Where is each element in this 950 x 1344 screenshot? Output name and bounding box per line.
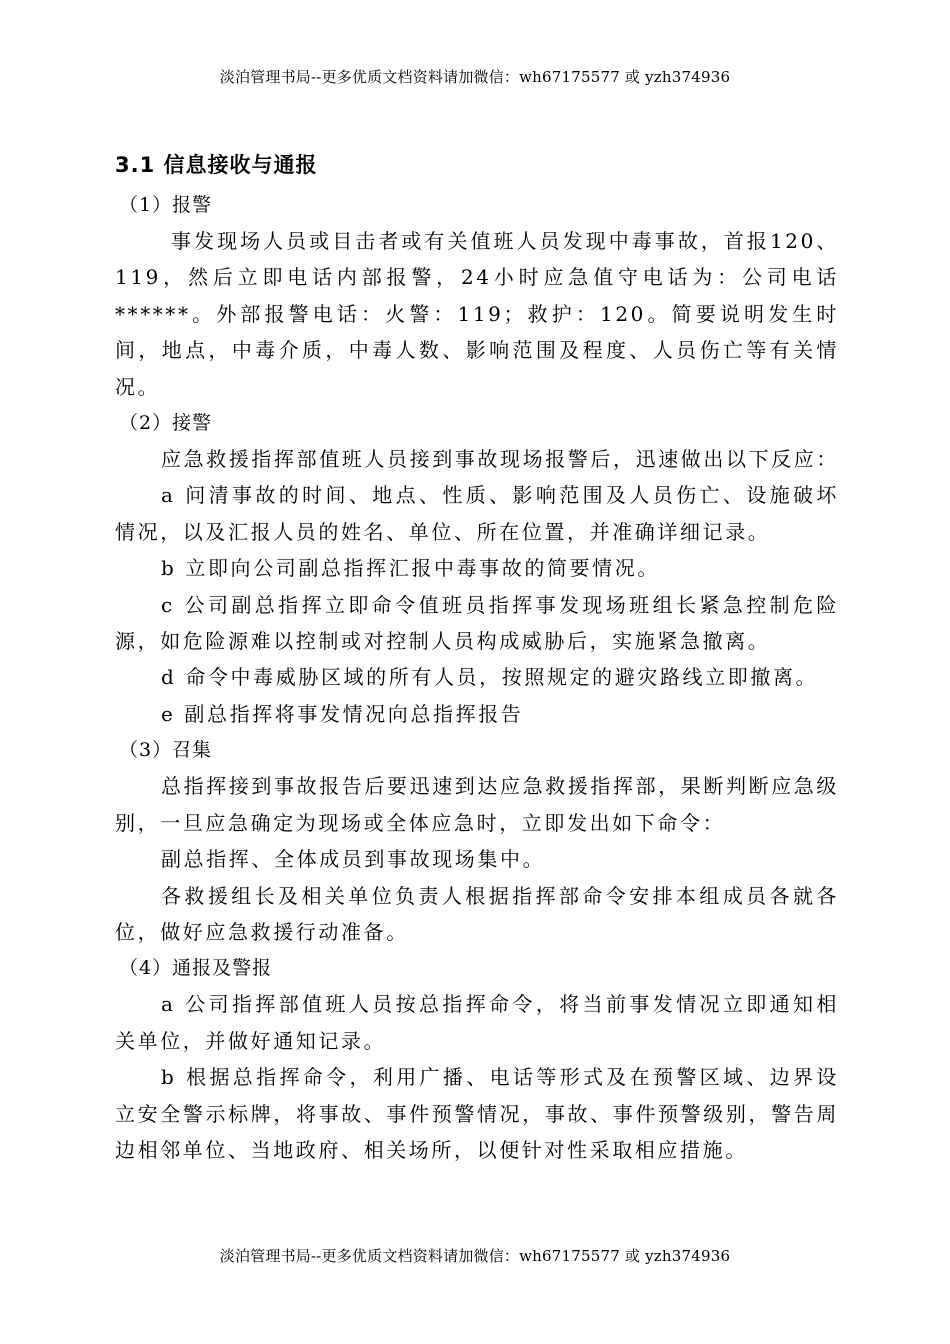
paragraph-report: 事发现场人员或目击者或有关值班人员发现中毒事故，首报120、119，然后立即电话内部报警，24小时应急值守电话为：公司电话******。外部报警电话：火警：119；救护：120。简要说明发生时间，地点，中毒介质，中毒人数、影响范围及程度、人员伤亡等有关情况。	[115, 229, 839, 399]
paragraph-receive-b: b 立即向公司副总指挥汇报中毒事故的简要情况。	[161, 556, 660, 581]
subheading-receive: （2）接警	[119, 412, 213, 435]
subheading-report: （1）报警	[119, 194, 213, 216]
page-header: 淡泊管理书局--更多优质文档资料请加微信：wh67175577 或 yzh374936	[219, 68, 731, 86]
paragraph-receive-d: d 命令中毒威胁区域的所有人员，按照规定的避灾路线立即撤离。	[161, 665, 819, 690]
subheading-notify: （4）通报及警报	[119, 957, 273, 980]
paragraph-convene-2: 副总指挥、全体成员到事故现场集中。	[161, 847, 546, 872]
paragraph-notify-b: b 根据总指挥命令，利用广播、电话等形式及在预警区域、边界设立安全警示标牌，将事故、事件预警情况，事故、事件预警级别，警告周边相邻单位、当地政府、相关场所，以便针对性采取相应措施。	[115, 1065, 839, 1162]
paragraph-notify-a: a 公司指挥部值班人员按总指挥命令，将当前事发情况立即通知相关单位，并做好通知记录。	[115, 992, 839, 1053]
section-title: 3.1 信息接收与通报	[115, 153, 318, 177]
paragraph-receive-intro: 应急救援指挥部值班人员接到事故现场报警后，迅速做出以下反应：	[161, 447, 839, 472]
paragraph-convene-1: 总指挥接到事故报告后要迅速到达应急救援指挥部，果断判断应急级别，一旦应急确定为现场或全体应急时，立即发出如下命令：	[115, 774, 839, 835]
document-body	[115, 145, 839, 1168]
paragraph-receive-c: c 公司副总指挥立即命令值班员指挥事发现场班组长紧急控制危险源，如危险源难以控制或对控制人员构成威胁后，实施紧急撤离。	[115, 592, 839, 654]
paragraph-receive-e: e 副总指挥将事发情况向总指挥报告	[161, 701, 524, 726]
subheading-convene: （3）召集	[119, 739, 213, 762]
paragraph-convene-3: 各救援组长及相关单位负责人根据指挥部命令安排本组成员各就各位，做好应急救援行动准备。	[115, 883, 839, 944]
page-footer: 淡泊管理书局--更多优质文档资料请加微信：wh67175577 或 yzh374936	[219, 1247, 731, 1265]
paragraph-receive-a: a 问清事故的时间、地点、性质、影响范围及人员伤亡、设施破坏情况，以及汇报人员的姓名、单位、所在位置，并准确详细记录。	[115, 483, 839, 544]
